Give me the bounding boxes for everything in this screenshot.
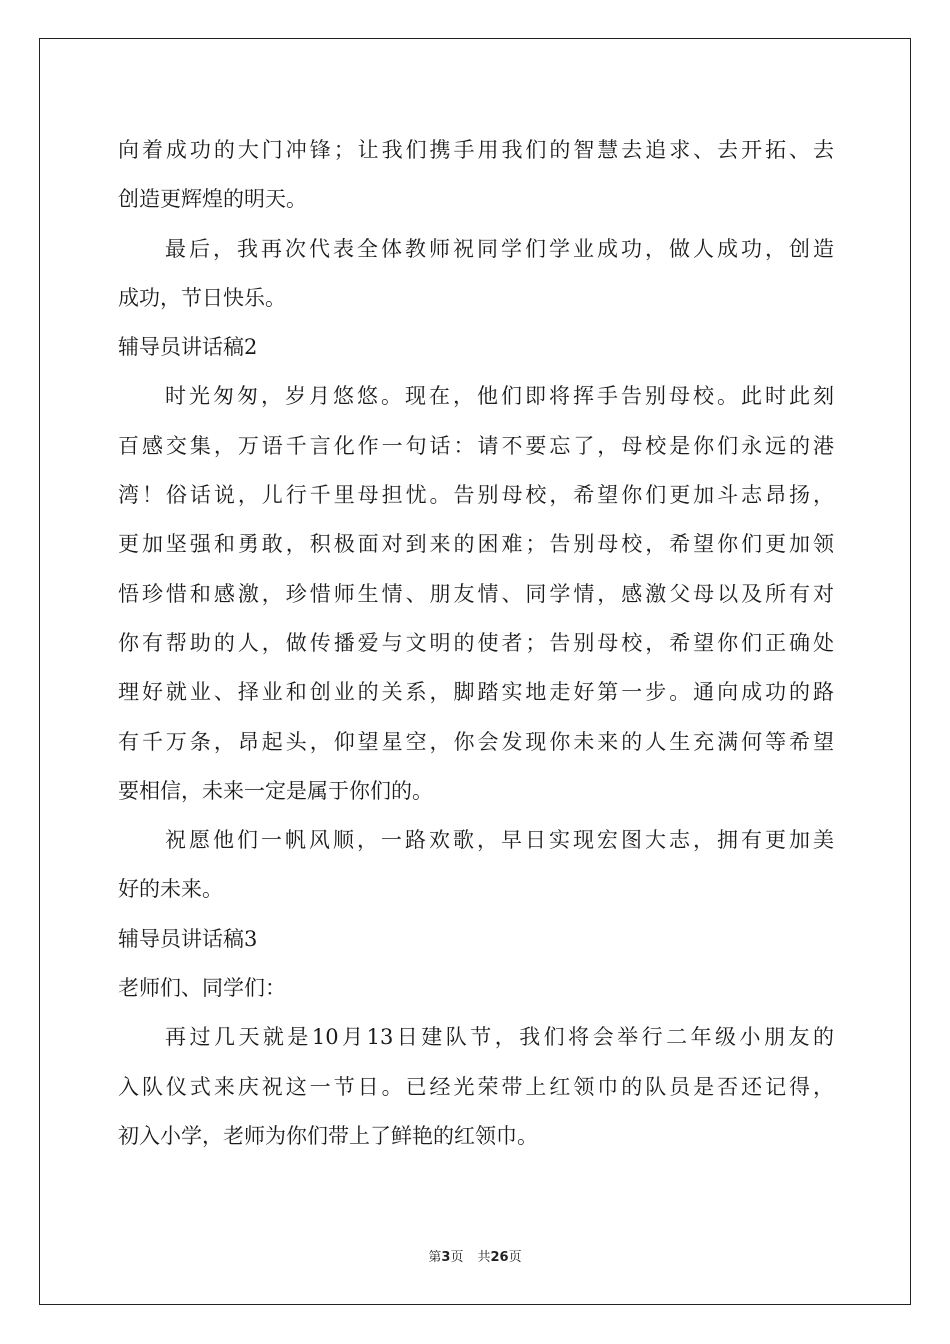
page-number: 3 [441,1250,451,1265]
paragraph-line: 要相信，未来一定是属于你们的。 [118,778,433,803]
paragraph-line: 时光匆匆，岁月悠悠。现在，他们即将挥手告别母校。此时此刻 [165,384,834,409]
page-footer [0,1246,950,1265]
paragraph-line: 百感交集，万语千言化作一句话：请不要忘了，母校是你们永远的港 [118,433,834,458]
paragraph-line: 初入小学，老师为你们带上了鲜艳的红领巾。 [118,1123,538,1148]
total-pages: 26 [490,1250,509,1265]
paragraph-line: 祝愿他们一帆风顺，一路欢歌，早日实现宏图大志，拥有更加美 [165,828,834,853]
salutation-line: 老师们、同学们： [118,976,286,1001]
paragraph-line: 悟珍惜和感激，珍惜师生情、朋友情、同学情，感激父母以及所有对 [118,581,834,606]
page-prefix: 第 [428,1250,442,1265]
total-suffix: 页 [508,1250,522,1265]
paragraph-line: 湾！俗话说，儿行千里母担忧。告别母校，希望你们更加斗志昂扬， [118,483,834,508]
section-heading: 辅导员讲话稿2 [118,335,258,360]
paragraph-line: 最后，我再次代表全体教师祝同学们学业成功，做人成功，创造 [165,236,834,261]
paragraph-line: 好的未来。 [118,877,223,902]
paragraph-line: 向着成功的大门冲锋；让我们携手用我们的智慧去追求、去开拓、去 [118,138,834,162]
total-prefix: 共 [477,1250,491,1265]
document-body [118,126,834,1161]
paragraph-line: 成功，节日快乐。 [118,285,286,310]
paragraph-line: 再过几天就是10月13日建队节，我们将会举行二年级小朋友的 [165,1025,834,1050]
paragraph-line: 理好就业、择业和创业的关系，脚踏实地走好第一步。通向成功的路 [118,680,834,705]
paragraph-line: 创造更辉煌的明天。 [118,187,307,212]
section-heading: 辅导员讲话稿3 [118,926,258,951]
paragraph-line: 更加坚强和勇敢，积极面对到来的困难；告别母校，希望你们更加领 [118,532,834,557]
paragraph-line: 你有帮助的人，做传播爱与文明的使者；告别母校，希望你们正确处 [118,630,834,655]
page-suffix: 页 [450,1250,464,1265]
paragraph-line: 有千万条，昂起头，仰望星空，你会发现你未来的人生充满何等希望 [118,729,834,754]
paragraph-line: 入队仪式来庆祝这一节日。已经光荣带上红领巾的队员是否还记得， [118,1074,834,1099]
